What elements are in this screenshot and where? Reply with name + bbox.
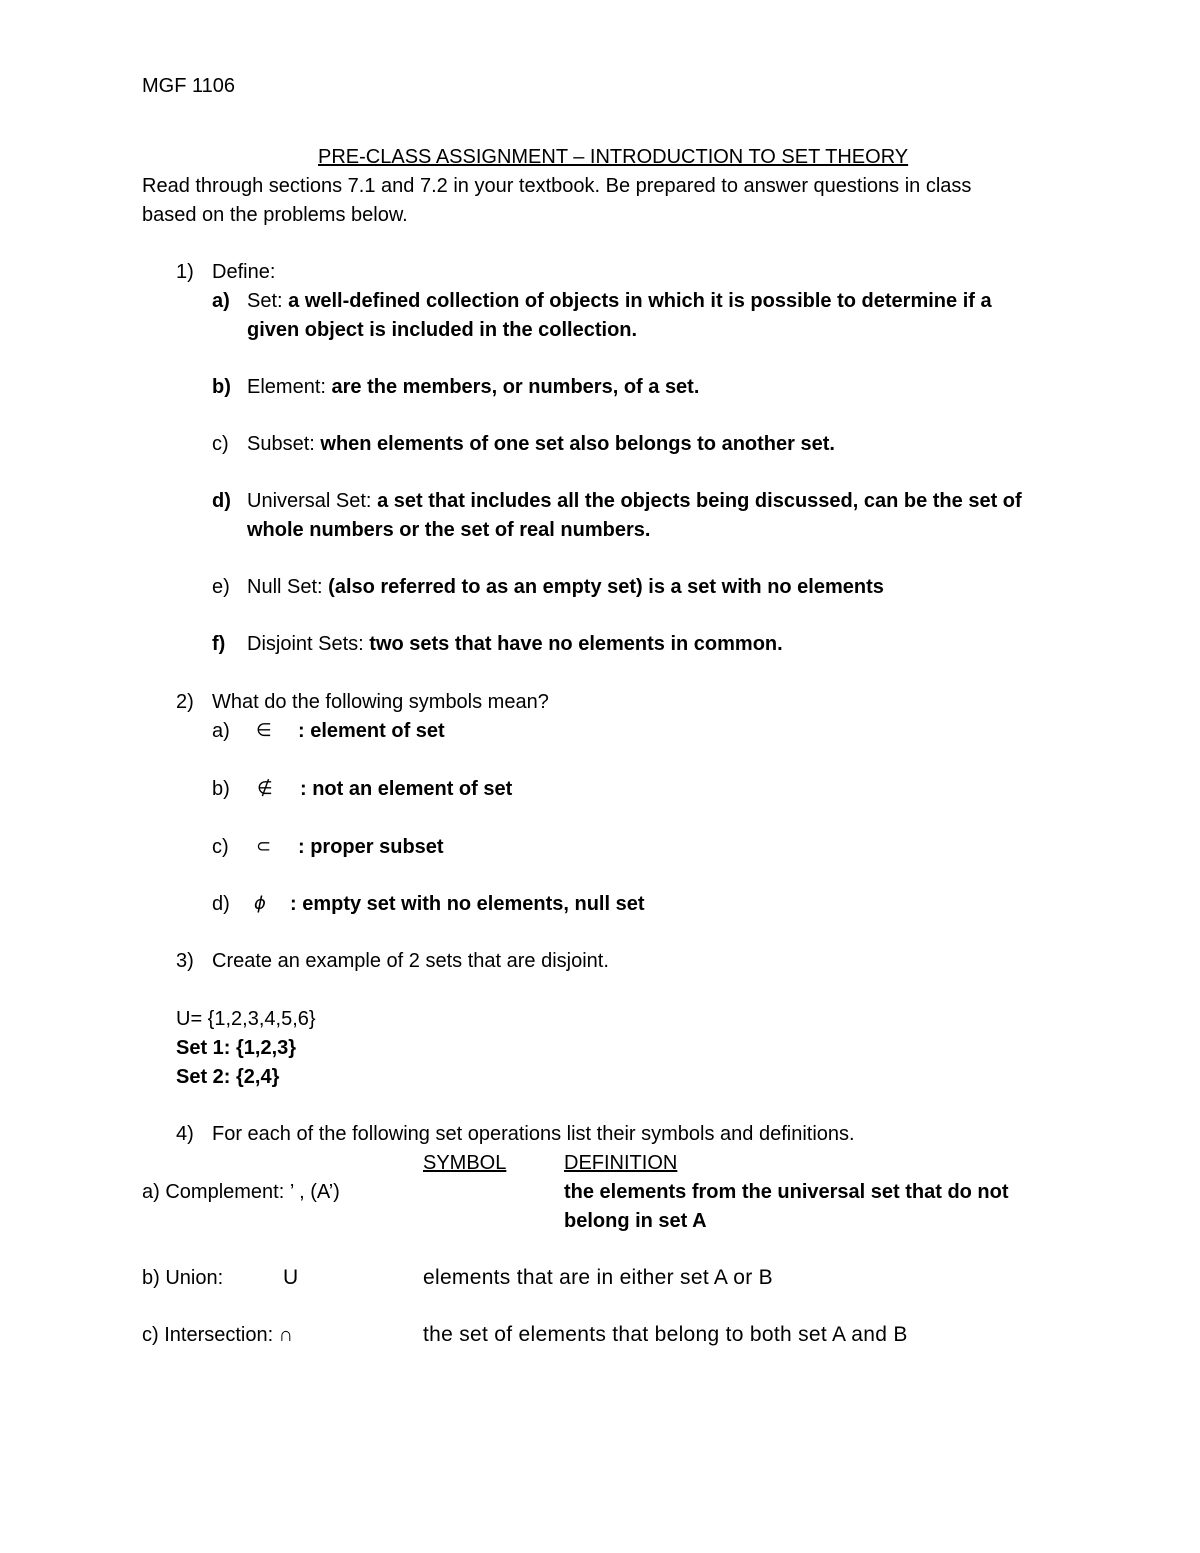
q1b-term: Element: [247,376,326,398]
set-2: Set 2: {2,4} [176,1066,280,1088]
q3-number: 3) [176,950,194,972]
intersection-label: c) Intersection: ∩ [142,1324,294,1346]
q1a-definition-cont: given object is included in the collection. [247,319,638,341]
q1d-line [247,487,1022,515]
union-label: b) Union: [142,1267,224,1289]
q1a-term: Set: [247,290,283,312]
q2d-answer: : empty set with no elements, null set [290,893,645,915]
q2a-letter: a) [212,720,230,742]
q1f-letter: f) [212,633,226,655]
set-1: Set 1: {1,2,3} [176,1037,297,1059]
q2-text: What do the following symbols mean? [212,691,549,713]
q4-number: 4) [176,1123,194,1145]
q1a-letter: a) [212,290,230,312]
q3-text: Create an example of 2 sets that are disjoint. [212,950,609,972]
q1a-definition: a well-defined collection of objects in which it is possible to determine if a [288,290,992,312]
q1e-letter: e) [212,576,230,598]
definition-header: DEFINITION [564,1152,678,1174]
q2b-letter: b) [212,778,230,800]
q1b-line [247,373,699,401]
element-of-symbol: ∈ [256,720,272,741]
q1c-definition: when elements of one set also belongs to another set. [320,433,835,455]
q2b-answer: : not an element of set [300,778,513,800]
q1c-line [247,430,835,458]
q2c-answer: : proper subset [298,836,444,858]
intro-line-1: Read through sections 7.1 and 7.2 in your textbook. Be prepared to answer questions in class [142,175,972,197]
q1-number: 1) [176,261,194,283]
intro-line-2: based on the problems below. [142,204,408,226]
q1b-definition: are the members, or numbers, of a set. [331,376,700,398]
symbol-header: SYMBOL [423,1152,507,1174]
q4-text: For each of the following set operations list their symbols and definitions. [212,1123,855,1145]
union-definition: elements that are in either set A or B [423,1266,773,1289]
course-code: MGF 1106 [142,75,235,97]
assignment-title: PRE-CLASS ASSIGNMENT – INTRODUCTION TO SET THEORY [318,146,909,168]
q1d-definition: a set that includes all the objects being discussed, can be the set of [377,490,1022,512]
q1f-term: Disjoint Sets: [247,633,364,655]
q1d-letter: d) [212,490,231,512]
complement-label: a) Complement: ’ , (A’) [142,1181,340,1203]
q2-number: 2) [176,691,194,713]
complement-definition-cont: belong in set A [564,1210,707,1232]
empty-set-symbol: ϕ [254,893,266,914]
q1d-term: Universal Set: [247,490,372,512]
q1d-definition-cont: whole numbers or the set of real numbers. [247,519,651,541]
q2a-answer: : element of set [298,720,445,742]
q1a-line [247,287,992,315]
q1e-line [247,573,884,601]
q1c-term: Subset: [247,433,315,455]
union-symbol: U [283,1266,299,1289]
complement-definition: the elements from the universal set that do not [564,1181,1009,1203]
q1b-letter: b) [212,376,231,398]
q1-text: Define: [212,261,276,283]
q1c-letter: c) [212,433,229,455]
intersection-definition: the set of elements that belong to both set A and B [423,1323,908,1346]
q1f-line [247,630,783,658]
q2c-letter: c) [212,836,229,858]
q1e-definition: (also referred to as an empty set) is a set with no elements [328,576,884,598]
q2d-letter: d) [212,893,230,915]
q1e-term: Null Set: [247,576,323,598]
proper-subset-symbol: ⊂ [256,836,272,857]
universal-set: U= {1,2,3,4,5,6} [176,1008,316,1030]
q1f-definition: two sets that have no elements in common. [369,633,783,655]
not-element-of-symbol: ∉ [257,778,273,799]
